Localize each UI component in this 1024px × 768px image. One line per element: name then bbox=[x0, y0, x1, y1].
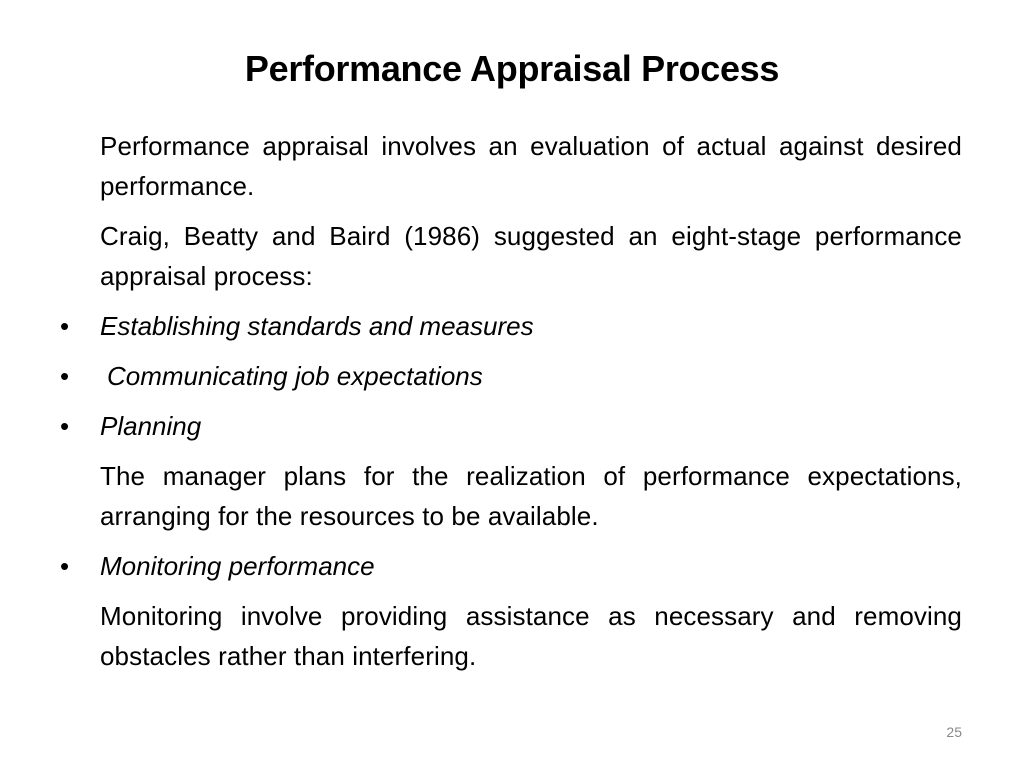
bullet-dot: • bbox=[60, 411, 70, 441]
bullet-item bbox=[52, 306, 962, 346]
stages-paragraph: Craig, Beatty and Baird (1986) suggested an eight-stage performance appraisal process: bbox=[100, 221, 962, 291]
bullet-text: Planning bbox=[100, 411, 202, 441]
bullet-item bbox=[52, 406, 962, 446]
bullet-text: Communicating job expectations bbox=[107, 361, 483, 391]
slide-body bbox=[52, 126, 962, 686]
intro-paragraph: Performance appraisal involves an evaluation of actual against desired performance. bbox=[100, 131, 962, 201]
page-number: 25 bbox=[946, 724, 962, 740]
bullet-item bbox=[52, 546, 962, 586]
bullet-dot: • bbox=[60, 361, 70, 391]
bullet-item bbox=[52, 356, 962, 396]
bullet-text: Monitoring performance bbox=[100, 551, 375, 581]
planning-detail-paragraph: The manager plans for the realization of performance expectations, arranging for the resources to be available. bbox=[100, 461, 962, 531]
bullet-text: Establishing standards and measures bbox=[100, 311, 534, 341]
slide-title: Performance Appraisal Process bbox=[244, 48, 780, 89]
monitoring-detail-paragraph: Monitoring involve providing assistance as necessary and removing obstacles rather than interfering. bbox=[100, 601, 962, 671]
bullet-dot: • bbox=[60, 311, 70, 341]
bullet-dot: • bbox=[60, 551, 70, 581]
